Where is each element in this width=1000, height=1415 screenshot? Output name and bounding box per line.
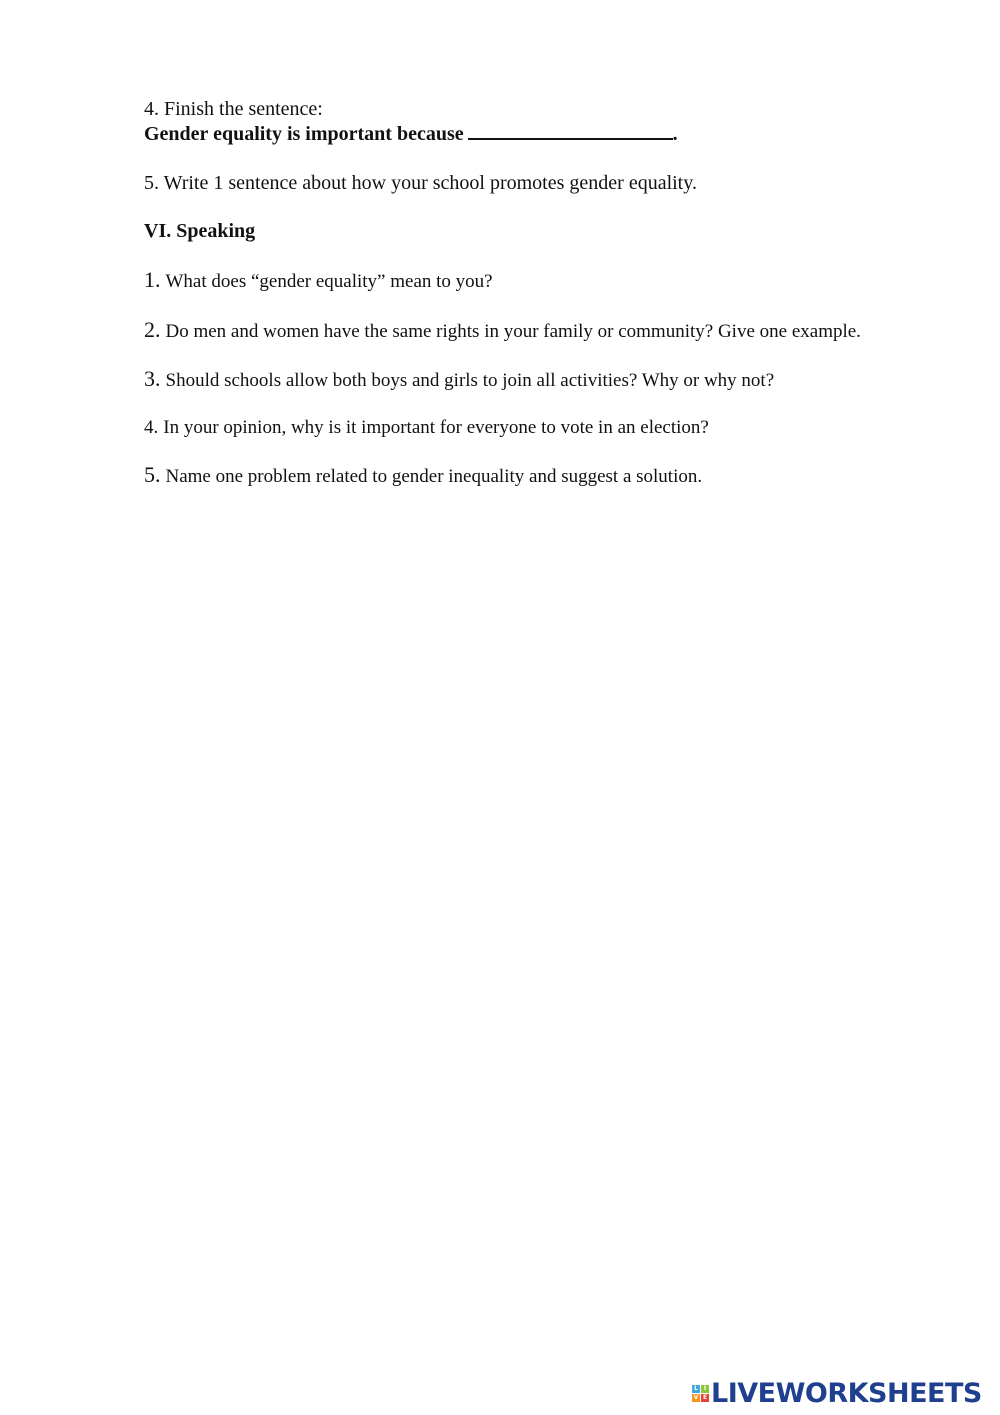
- question-text: Do men and women have the same rights in your family or community? Give one example.: [165, 321, 861, 342]
- speaking-question-5: [144, 463, 702, 489]
- speaking-question-2: [144, 318, 861, 344]
- logo-text: LIVEWORKSHEETS: [711, 1377, 982, 1409]
- liveworksheets-logo: [692, 1378, 982, 1408]
- logo-letter-v: V: [693, 1393, 699, 1401]
- logo-letter-e: E: [702, 1393, 708, 1401]
- question-text: In your opinion, why is it important for everyone to vote in an election?: [163, 417, 709, 438]
- question-4-prompt: 4. Finish the sentence:: [144, 98, 323, 120]
- question-4-sentence: [144, 122, 678, 146]
- speaking-question-1: [144, 268, 493, 294]
- question-5-writing: 5. Write 1 sentence about how your school promotes gender equality.: [144, 172, 697, 194]
- logo-mark-icon: [692, 1385, 709, 1402]
- question-number: 5.: [144, 462, 161, 487]
- section-heading-speaking: VI. Speaking: [144, 220, 256, 242]
- question-text: Should schools allow both boys and girls to join all activities? Why or why not?: [165, 370, 775, 391]
- question-number: 3.: [144, 366, 161, 391]
- question-number: 4.: [144, 417, 159, 438]
- question-text: What does “gender equality” mean to you?: [165, 271, 493, 292]
- answer-blank[interactable]: [468, 122, 673, 140]
- logo-letter-l: L: [692, 1385, 700, 1393]
- speaking-question-4: [144, 415, 709, 440]
- question-4-period: .: [672, 123, 678, 145]
- speaking-question-3: [144, 367, 774, 393]
- question-4-sentence-text: Gender equality is important because: [144, 123, 464, 145]
- question-number: 2.: [144, 317, 161, 342]
- logo-letter-i: I: [701, 1385, 709, 1393]
- question-number: 1.: [144, 267, 161, 292]
- question-text: Name one problem related to gender inequality and suggest a solution.: [165, 466, 703, 487]
